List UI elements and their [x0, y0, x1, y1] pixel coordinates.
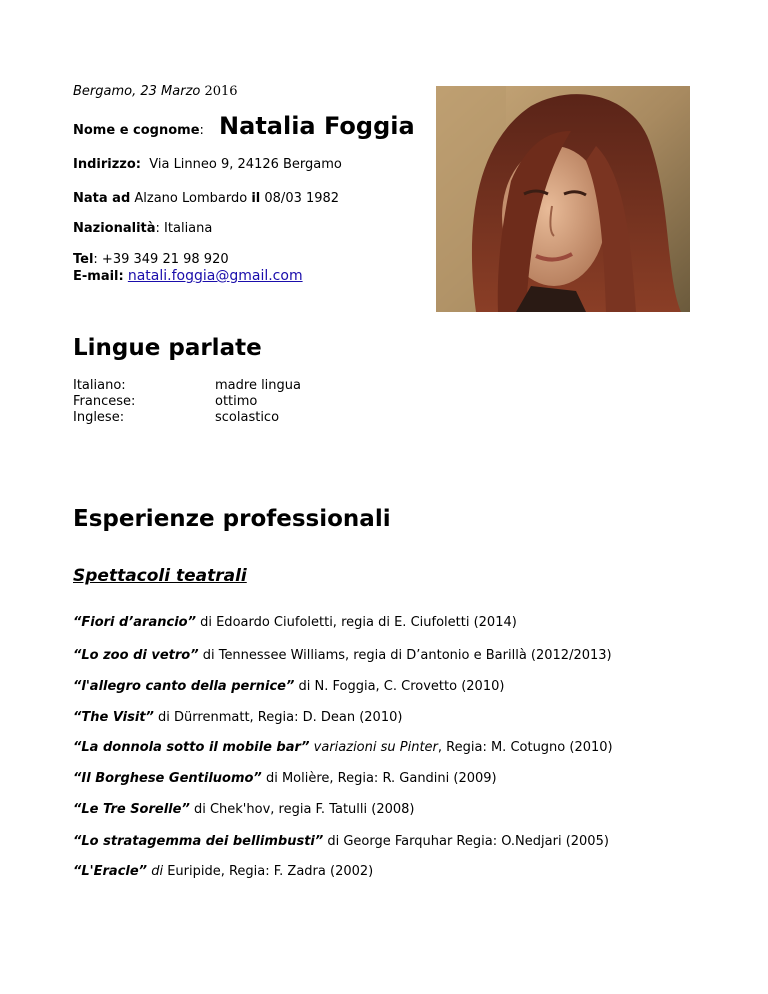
language-row: Italiano: madre lingua [73, 378, 301, 393]
show-item: “Fiori d’arancio” di Edoardo Ciufoletti, regia di E. Ciufoletti (2014) [73, 615, 517, 630]
languages-heading: Lingue parlate [73, 335, 262, 361]
phone-line: Tel: +39 349 21 98 920 [73, 252, 229, 267]
profile-photo [436, 86, 690, 312]
person-name: Natalia Foggia [219, 112, 415, 140]
email-link[interactable]: natali.foggia@gmail.com [127, 268, 303, 284]
show-item: “Le Tre Sorelle” di Chek'hov, regia F. Tatulli (2008) [73, 802, 415, 817]
email-line: E-mail: natali.foggia@gmail.com [73, 268, 303, 284]
birth-line: Nata ad Alzano Lombardo il 08/03 1982 [73, 191, 340, 206]
document-date: Bergamo, 23 Marzo 2016 [73, 84, 238, 99]
show-item: “Lo stratagemma dei bellimbusti” di George Farquhar Regia: O.Nedjari (2005) [73, 834, 609, 849]
language-row: Francese: ottimo [73, 394, 258, 409]
address-line: Indirizzo: Via Linneo 9, 24126 Bergamo [73, 157, 342, 172]
show-item: “Lo zoo di vetro” di Tennessee Williams, regia di D’antonio e Barillà (2012/2013) [73, 648, 612, 663]
theatre-subheading: Spettacoli teatrali [73, 566, 247, 586]
experience-heading: Esperienze professionali [73, 506, 391, 532]
nationality-line: Nazionalità: Italiana [73, 221, 213, 236]
show-item: “L'Eracle” di Euripide, Regia: F. Zadra (2002) [73, 864, 374, 879]
language-row: Inglese: scolastico [73, 410, 280, 425]
show-item: “Il Borghese Gentiluomo” di Molière, Regia: R. Gandini (2009) [73, 771, 497, 786]
show-item: “The Visit” di Dürrenmatt, Regia: D. Dean (2010) [73, 710, 403, 725]
show-item: “l'allegro canto della pernice” di N. Foggia, C. Crovetto (2010) [73, 679, 505, 694]
name-row: Nome e cognome: Natalia Foggia [73, 112, 415, 140]
show-item: “La donnola sotto il mobile bar” variazioni su Pinter, Regia: M. Cotugno (2010) [73, 740, 613, 755]
name-label: Nome e cognome [73, 123, 200, 138]
